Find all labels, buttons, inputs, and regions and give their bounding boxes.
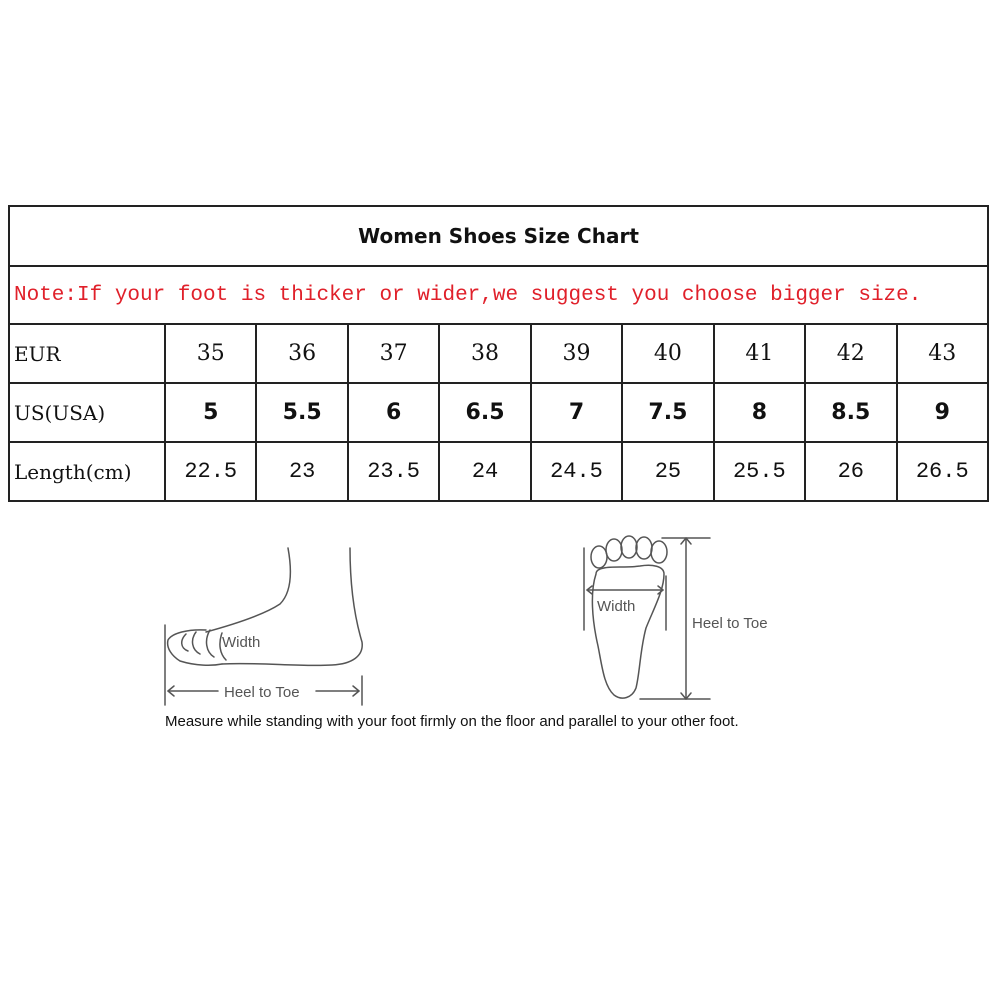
us-size-cell: 5.5 bbox=[256, 383, 347, 442]
top-foot-icon bbox=[591, 536, 667, 698]
eur-size-cell: 38 bbox=[439, 324, 530, 383]
eur-size-cell: 39 bbox=[531, 324, 622, 383]
foot-measurement-diagram bbox=[0, 520, 1000, 710]
us-size-cell: 6.5 bbox=[439, 383, 530, 442]
length-cell: 23 bbox=[256, 442, 347, 501]
length-cell: 25 bbox=[622, 442, 713, 501]
top-heel-toe-label: Heel to Toe bbox=[692, 615, 768, 632]
length-cell: 26 bbox=[805, 442, 896, 501]
us-size-cell: 9 bbox=[897, 383, 989, 442]
length-cell: 25.5 bbox=[714, 442, 805, 501]
us-size-cell: 7 bbox=[531, 383, 622, 442]
length-cell: 22.5 bbox=[165, 442, 256, 501]
top-width-label: Width bbox=[597, 598, 636, 615]
eur-size-cell: 42 bbox=[805, 324, 896, 383]
measurement-caption: Measure while standing with your foot firmly on the floor and parallel to your other foot. bbox=[165, 713, 739, 730]
row-label-eur: EUR bbox=[9, 324, 165, 383]
side-foot-icon bbox=[168, 548, 363, 665]
length-cell: 24 bbox=[439, 442, 530, 501]
chart-title: Women Shoes Size Chart bbox=[9, 206, 988, 266]
side-heel-toe-label: Heel to Toe bbox=[224, 684, 300, 701]
us-size-cell: 6 bbox=[348, 383, 439, 442]
size-chart-table bbox=[8, 205, 989, 502]
eur-size-cell: 37 bbox=[348, 324, 439, 383]
eur-size-cell: 40 bbox=[622, 324, 713, 383]
eur-size-cell: 43 bbox=[897, 324, 989, 383]
side-width-label: Width bbox=[222, 634, 261, 651]
us-size-cell: 5 bbox=[165, 383, 256, 442]
length-cell: 26.5 bbox=[897, 442, 989, 501]
us-size-cell: 8.5 bbox=[805, 383, 896, 442]
us-size-cell: 8 bbox=[714, 383, 805, 442]
row-label-us: US(USA) bbox=[9, 383, 165, 442]
eur-size-cell: 41 bbox=[714, 324, 805, 383]
length-cell: 23.5 bbox=[348, 442, 439, 501]
us-size-cell: 7.5 bbox=[622, 383, 713, 442]
eur-size-cell: 36 bbox=[256, 324, 347, 383]
size-note: Note:If your foot is thicker or wider,we suggest you choose bigger size. bbox=[9, 266, 988, 324]
table-row-eur bbox=[9, 324, 988, 383]
row-label-length: Length(cm) bbox=[9, 442, 165, 501]
table-row-length bbox=[9, 442, 988, 501]
table-row-us bbox=[9, 383, 988, 442]
eur-size-cell: 35 bbox=[165, 324, 256, 383]
length-cell: 24.5 bbox=[531, 442, 622, 501]
